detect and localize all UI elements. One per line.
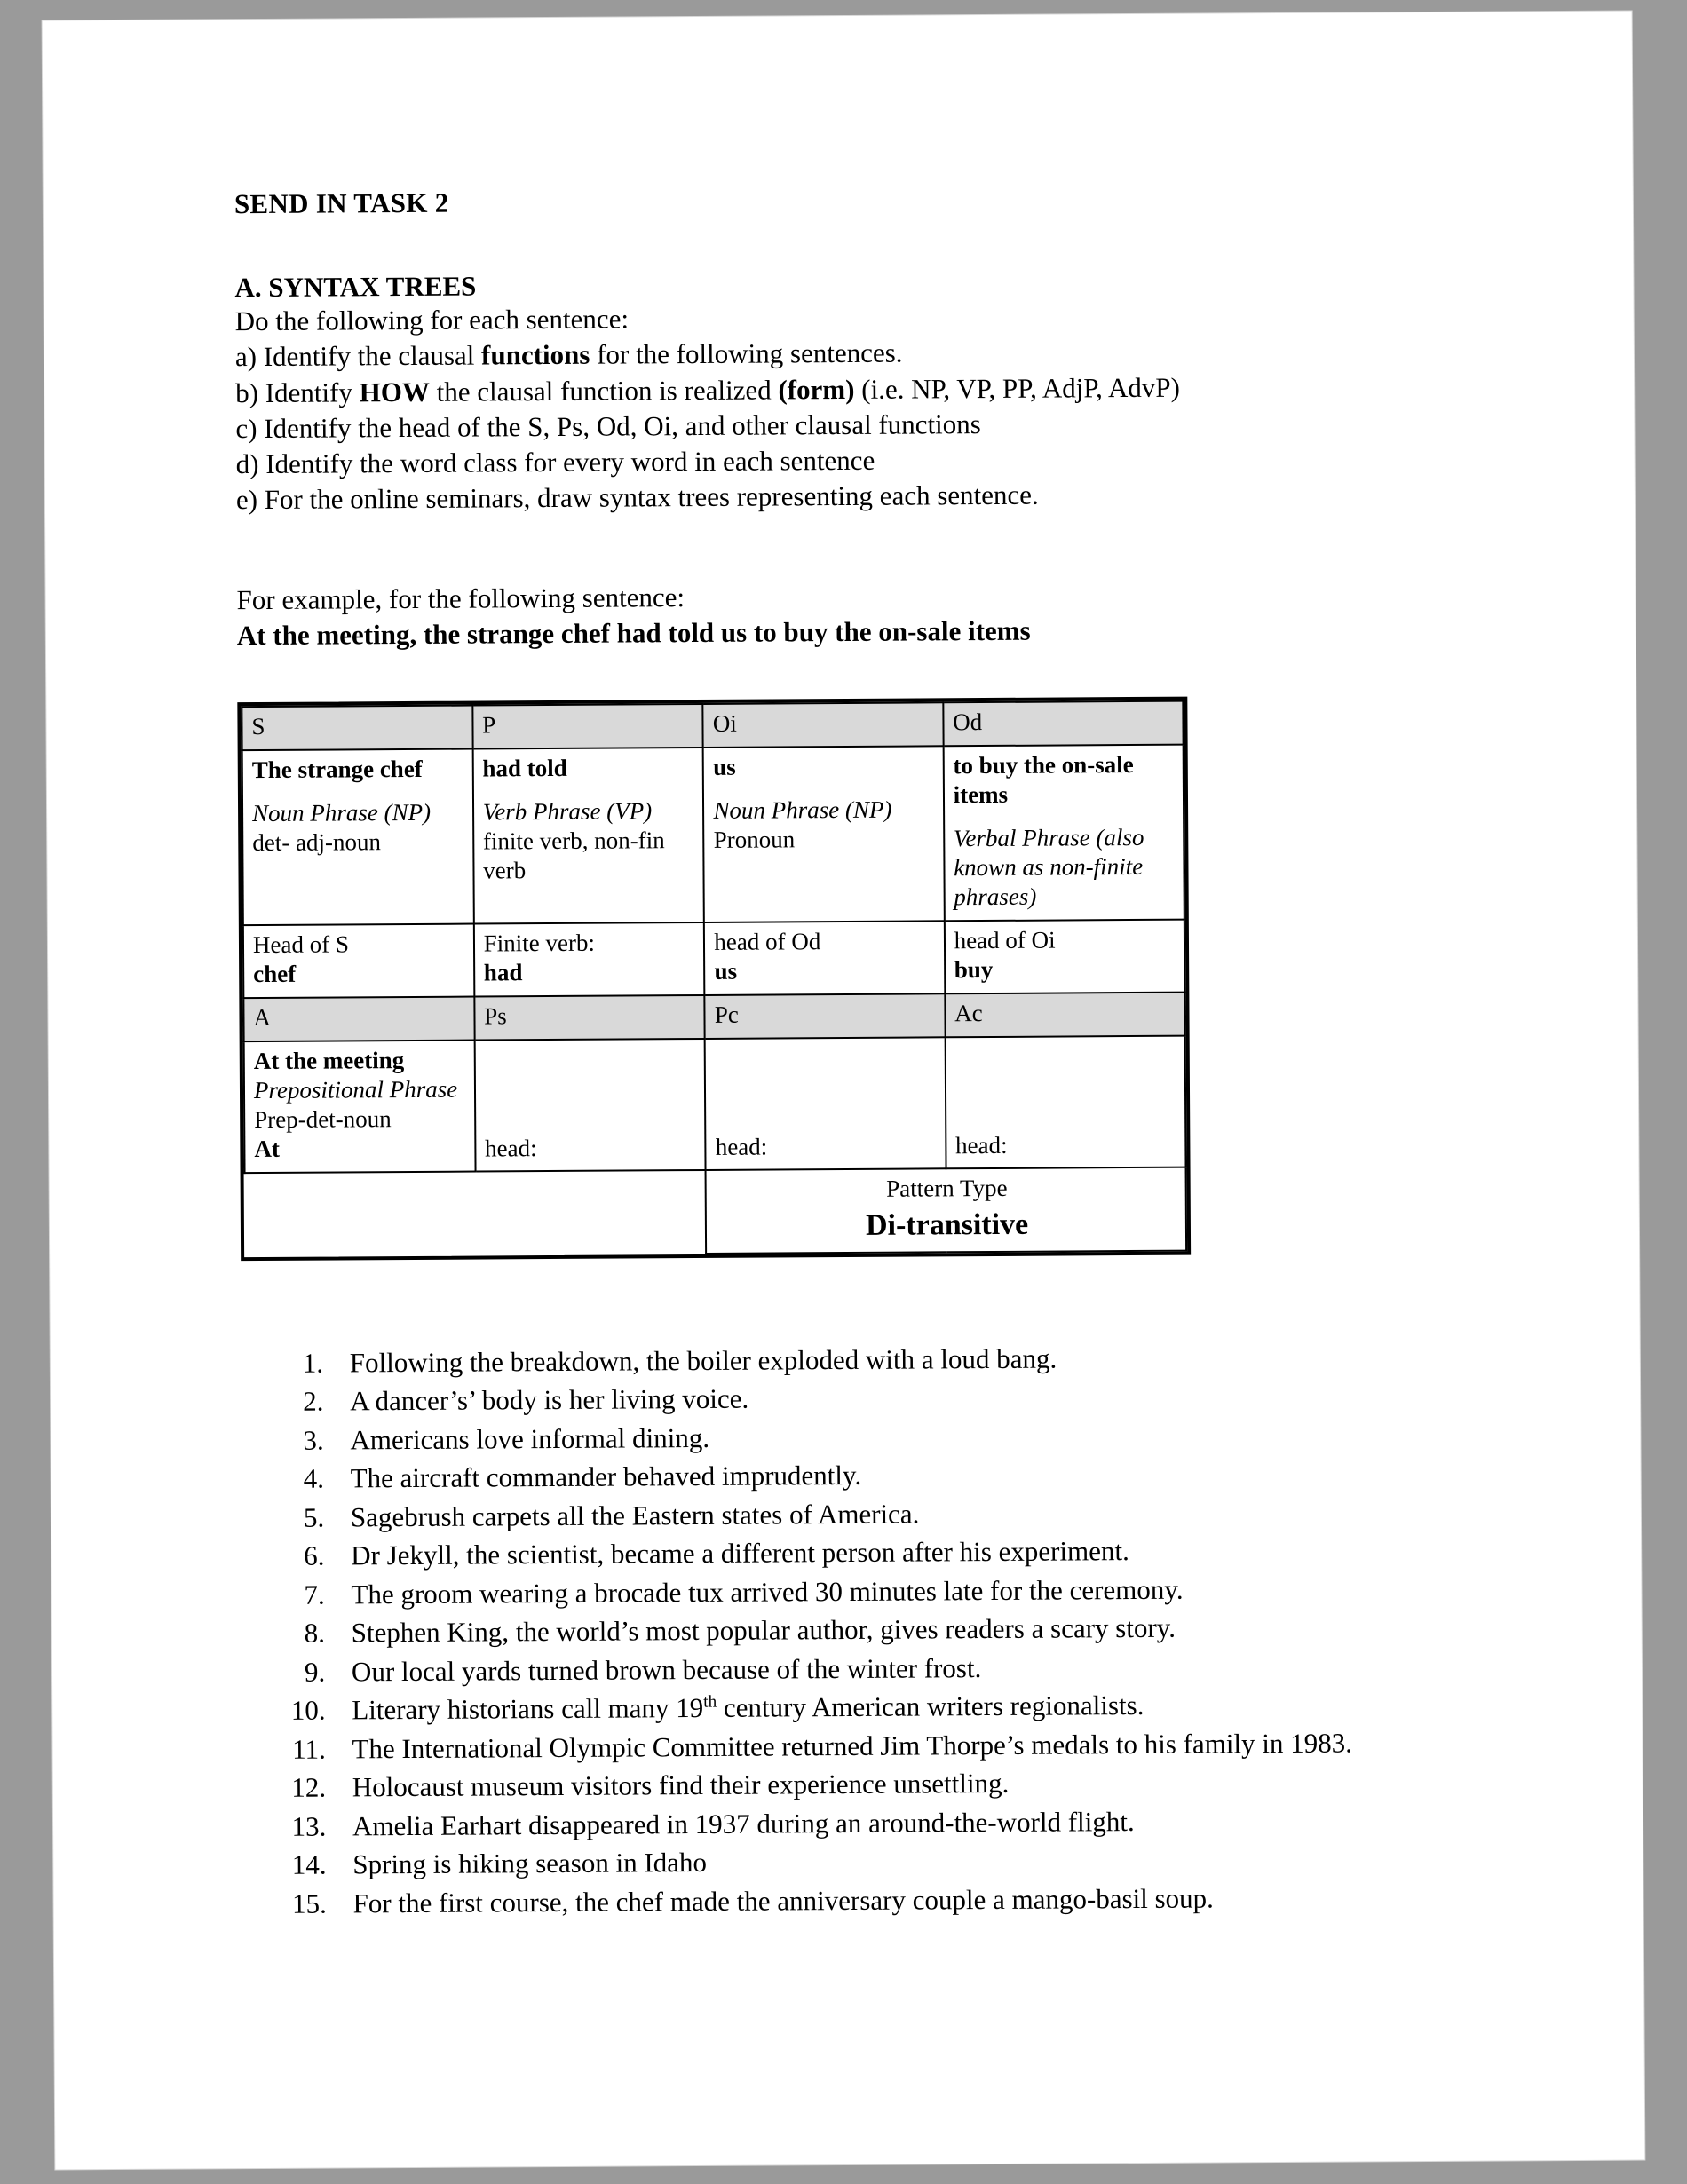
cell-a-bold: At the meeting — [253, 1046, 405, 1074]
list-item: 4. The aircraft commander behaved imprudently. — [331, 1453, 1485, 1498]
list-item: 14. Spring is hiking season in Idaho — [333, 1840, 1487, 1884]
instruction-c: c) Identify the head of the S, Ps, Od, Oi, and other clausal functions — [235, 408, 981, 445]
list-item: 7. The groom wearing a brocade tux arrived 30 minutes late for the ceremony. — [331, 1569, 1485, 1613]
cell-s-detail — [242, 749, 474, 925]
instruction-b-bold: HOW — [359, 376, 430, 408]
cell-spacer-mid — [475, 1170, 706, 1255]
table-row — [243, 993, 1184, 1041]
list-item: 15. For the first course, the chef made the anniversary couple a mango-basil soup. — [333, 1878, 1487, 1922]
cell-header-oi: Oi — [703, 703, 944, 748]
cell-pattern-type — [706, 1167, 1186, 1254]
table-row — [244, 1035, 1186, 1172]
cell-p-italic: Verb Phrase (VP) — [482, 797, 653, 826]
sentence-list — [242, 1338, 1488, 1924]
table-row — [243, 920, 1184, 998]
cell-header-p: P — [472, 704, 703, 749]
cell-od-detail — [943, 745, 1184, 921]
cell-ps-detail — [474, 1039, 706, 1171]
instruction-d: d) Identify the word class for every word in each sentence — [235, 444, 875, 480]
cell-oi-detail — [703, 747, 944, 922]
instruction-b-prefix: b) Identify — [235, 376, 360, 408]
pattern-type-label: Pattern Type — [886, 1174, 1008, 1202]
list-item: 6. Dr Jekyll, the scientist, became a different person after his experiment. — [331, 1531, 1485, 1575]
cell-header-od: Od — [943, 701, 1184, 747]
cell-header-pc: Pc — [705, 993, 946, 1039]
cell-p-bold: had told — [482, 755, 567, 782]
instruction-b-mid: the clausal function is realized — [429, 374, 779, 408]
cell-header-a: A — [243, 996, 474, 1041]
list-item: 9. Our local yards turned brown because of the winter frost. — [332, 1646, 1486, 1690]
instruction-b-bold2: (form) — [778, 373, 855, 406]
cell-a-italic: Prepositional Phrase — [253, 1075, 458, 1104]
example-sentence: At the meeting, the strange chef had told us to buy the on-sale items — [236, 614, 1031, 652]
cell-head-of-oi-value: buy — [954, 955, 994, 984]
cell-spacer-left — [245, 1171, 476, 1256]
page-title: SEND IN TASK 2 — [234, 186, 449, 220]
cell-head-of-oi-label: head of Oi — [954, 926, 1056, 954]
cell-oi-plain: Pronoun — [713, 826, 796, 854]
cell-finite-verb-value: had — [483, 959, 523, 986]
list-item: 8. Stephen King, the world’s most popular author, gives readers a scary story. — [332, 1608, 1486, 1652]
cell-s-plain: det- adj-noun — [252, 828, 382, 857]
cell-p-detail — [472, 748, 704, 923]
pattern-type-value: Di-transitive — [865, 1207, 1029, 1242]
list-item: 3. Americans love informal dining. — [330, 1415, 1485, 1460]
cell-s-bold: The strange chef — [251, 756, 423, 784]
instruction-a-bold: functions — [480, 339, 590, 371]
instruction-a-suffix: for the following sentences. — [590, 336, 903, 371]
list-item: 12. Holocaust museum visitors find their experience unsettling. — [333, 1762, 1487, 1807]
list-item: 1. Following the breakdown, the boiler exploded with a loud bang. — [330, 1338, 1485, 1382]
cell-od-bold: to buy the on-sale items — [953, 751, 1134, 809]
example-lead: For example, for the following sentence: — [236, 581, 685, 615]
cell-ac-head: head: — [954, 1131, 1008, 1159]
ordinal-superscript: th — [703, 1692, 717, 1712]
instruction-a-prefix: a) Identify the clausal — [234, 339, 482, 373]
section-heading: A. SYNTAX TREES — [234, 270, 477, 304]
cell-head-of-s-label: Head of S — [252, 930, 350, 959]
cell-header-ps: Ps — [474, 995, 705, 1041]
cell-header-ac: Ac — [945, 993, 1185, 1038]
cell-header-s: S — [242, 706, 472, 751]
syntax-table — [241, 700, 1187, 1257]
list-item-superscript: 10. Literary historians call many 19th century American writers regionalists. — [332, 1685, 1486, 1729]
cell-od-italic: Verbal Phrase (also known as non-finite phrases) — [953, 824, 1144, 911]
cell-s-italic: Noun Phrase (NP) — [251, 799, 432, 827]
cell-a-plain: Prep-det-noun — [254, 1104, 392, 1133]
document-body — [234, 181, 1488, 1925]
cell-oi-italic: Noun Phrase (NP) — [713, 795, 892, 825]
cell-finite-verb-label: Finite verb: — [483, 929, 595, 957]
instruction-b-suffix: (i.e. NP, VP, PP, AdjP, AdvP) — [854, 371, 1180, 405]
cell-p-plain: finite verb, non-fin verb — [482, 827, 665, 884]
cell-head-of-od-label: head of Od — [714, 928, 821, 955]
cell-head-of-s — [243, 924, 474, 998]
list-item: 13. Amelia Earhart disappeared in 1937 during an around-the-world flight. — [333, 1800, 1487, 1845]
cell-finite-verb — [474, 922, 705, 996]
cell-head-of-od — [704, 921, 945, 995]
table-row — [245, 1167, 1187, 1256]
cell-pc-head: head: — [715, 1133, 768, 1160]
cell-oi-bold: us — [713, 754, 736, 781]
list-item: 11. The International Olympic Committee returned Jim Thorpe’s medals to his family in 1983. — [332, 1723, 1486, 1768]
instruction-lead: Do the following for each sentence: — [234, 303, 630, 337]
cell-head-of-oi — [945, 920, 1185, 994]
cell-pc-detail — [705, 1037, 946, 1169]
cell-ps-head: head: — [484, 1134, 537, 1162]
list-item: 5. Sagebrush carpets all the Eastern states of America. — [331, 1492, 1485, 1536]
document-page — [43, 12, 1645, 2170]
instruction-e: e) For the online seminars, draw syntax trees representing each sentence. — [235, 479, 1039, 516]
table-row — [242, 701, 1183, 750]
cell-a-head: At — [254, 1135, 280, 1162]
cell-ac-detail — [945, 1035, 1185, 1167]
table-row — [242, 745, 1184, 925]
cell-head-of-od-value: us — [714, 957, 738, 985]
cell-head-of-s-value: chef — [253, 960, 297, 987]
syntax-table-wrapper — [237, 697, 1191, 1261]
list-item: 2. A dancer’s’ body is her living voice. — [330, 1376, 1485, 1420]
cell-a-detail — [244, 1040, 476, 1172]
